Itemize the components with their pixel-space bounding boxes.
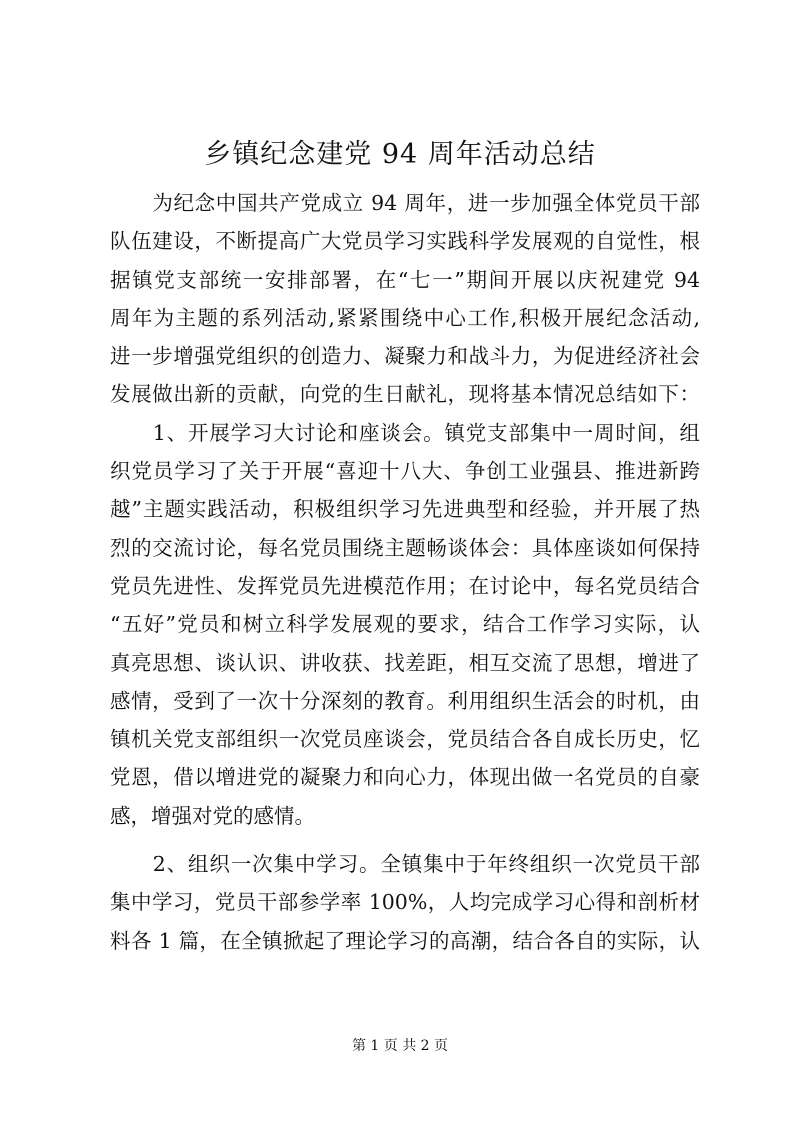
text-line: 党员先进性、发挥党员先进模范作用；在讨论中，每名党员结合 (110, 573, 700, 598)
text-line: 发展做出新的贡献，向党的生日献礼，现将基本情况总结如下： (110, 382, 700, 407)
text-line: 进一步增强党组织的创造力、凝聚力和战斗力，为促进经济社会 (110, 344, 700, 369)
text-line: 感情，受到了一次十分深刻的教育。利用组织生活会的时机，由 (110, 688, 700, 713)
paragraph-intro (110, 184, 700, 414)
document-body (110, 184, 700, 960)
document-title: 乡镇纪念建党 94 周年活动总结 (204, 139, 596, 170)
text-line: 感，增强对党的感情。 (110, 803, 315, 828)
text-line: 料各 1 篇，在全镇掀起了理论学习的高潮，结合各自的实际，认 (110, 928, 700, 953)
paragraph-section-1 (110, 414, 700, 835)
text-line: 织党员学习了关于开展“喜迎十八大、争创工业强县、推进新跨 (110, 459, 700, 484)
text-line: 镇机关党支部组织一次党员座谈会，党员结合各自成长历史，忆 (110, 727, 700, 752)
text-line: 为纪念中国共产党成立 94 周年，进一步加强全体党员干部 (110, 191, 700, 215)
text-line: 集中学习，党员干部参学率 100%，人均完成学习心得和剖析材 (110, 890, 700, 915)
text-line: 党恩，借以增进党的凝聚力和向心力，体现出做一名党员的自豪 (110, 765, 700, 790)
text-line: 烈的交流讨论，每名党员围绕主题畅谈体会：具体座谈如何保持 (110, 535, 700, 560)
text-line: 周年为主题的系列活动,紧紧围绕中心工作,积极开展纪念活动, (110, 305, 700, 330)
text-line: 真亮思想、谈认识、讲收获、找差距，相互交流了思想，增进了 (110, 650, 700, 675)
page-footer: 第 1 页 共 2 页 (351, 1038, 449, 1054)
text-line: 1、开展学习大讨论和座谈会。镇党支部集中一周时间，组 (110, 420, 700, 445)
text-line: 越”主题实践活动，积极组织学习先进典型和经验，并开展了热 (110, 497, 700, 522)
text-line: 据镇党支部统一安排部署，在“七一”期间开展以庆祝建党 94 (110, 267, 700, 292)
text-line: 2、组织一次集中学习。全镇集中于年终组织一次党员干部 (110, 852, 700, 877)
text-line: 队伍建设，不断提高广大党员学习实践科学发展观的自觉性，根 (110, 229, 700, 254)
text-line: “五好”党员和树立科学发展观的要求，结合工作学习实际，认 (110, 612, 700, 637)
paragraph-gap (110, 835, 700, 845)
paragraph-section-2 (110, 845, 700, 960)
